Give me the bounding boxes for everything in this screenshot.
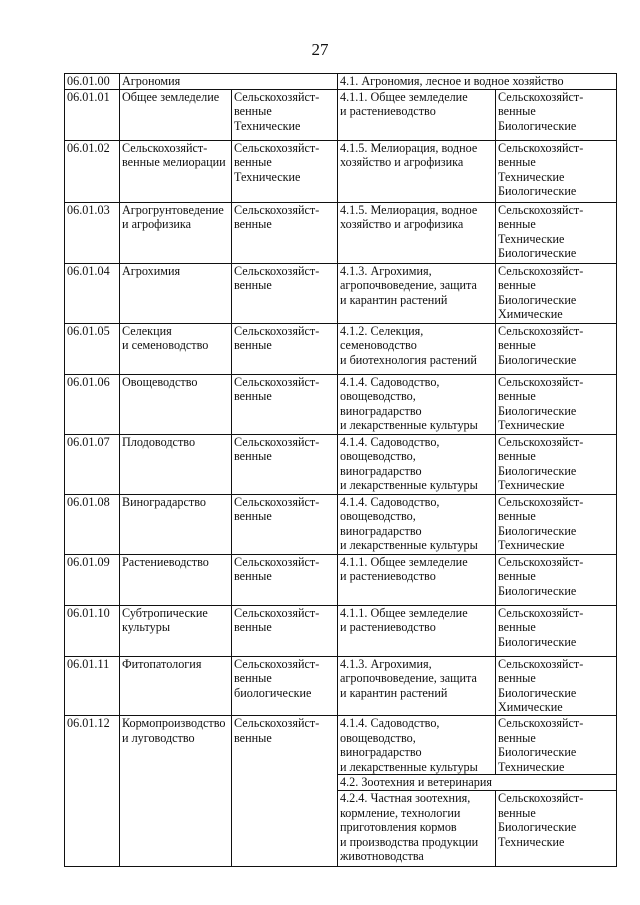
- table-row: [65, 140, 617, 202]
- row-name: Общее земледелие: [120, 89, 232, 140]
- row-code: 06.01.03: [65, 202, 120, 263]
- table-row: [65, 605, 617, 656]
- row-kind: Сельскохозяйст- венные: [232, 202, 338, 263]
- table-row: [65, 89, 617, 140]
- row-name: Плодоводство: [120, 434, 232, 494]
- row-spec: 4.1.4. Садоводство, овощеводство, виноградарство и лекарственные культуры: [338, 434, 496, 494]
- row-name: Селекция и семеноводство: [120, 323, 232, 374]
- row-kind2: Сельскохозяйст- венные Биологические Технические: [496, 434, 617, 494]
- row-kind2: Сельскохозяйст- венные Биологические Технические: [496, 494, 617, 554]
- row-kind2: Сельскохозяйст- венные Технические Биологические: [496, 140, 617, 202]
- row-kind: Сельскохозяйст- венные: [232, 605, 338, 656]
- row-kind: Сельскохозяйст- венные Технические: [232, 89, 338, 140]
- row-kind2: Сельскохозяйст- венные Биологические Технические: [496, 715, 617, 774]
- row-spec: 4.1.1. Общее земледелие и растениеводство: [338, 89, 496, 140]
- row-code: 06.01.11: [65, 656, 120, 715]
- row-name: Овощеводство: [120, 374, 232, 434]
- row-kind2: Сельскохозяйст- венные Биологические Технические: [496, 790, 617, 866]
- table-row: [65, 374, 617, 434]
- row-spec: 4.1.3. Агрохимия, агропочвоведение, защита и карантин растений: [338, 263, 496, 323]
- row-spec: 4.1.3. Агрохимия, агропочвоведение, защита и карантин растений: [338, 656, 496, 715]
- row-code: 06.01.10: [65, 605, 120, 656]
- table-row: [65, 715, 617, 774]
- row-code: 06.01.12: [65, 715, 120, 866]
- row-spec: 4.1.5. Мелиорация, водное хозяйство и агрофизика: [338, 140, 496, 202]
- table-row: [65, 554, 617, 605]
- row-code: 06.01.08: [65, 494, 120, 554]
- row-kind2: Сельскохозяйст- венные Технические Биологические: [496, 202, 617, 263]
- row-spec: 4.1.2. Селекция, семеноводство и биотехнология растений: [338, 323, 496, 374]
- row-name: Фитопатология: [120, 656, 232, 715]
- table-row: [65, 323, 617, 374]
- row-kind2: Сельскохозяйст- венные Биологические: [496, 554, 617, 605]
- row-name: Субтропические культуры: [120, 605, 232, 656]
- row-kind: Сельскохозяйст- венные: [232, 263, 338, 323]
- row-spec: 4.1.1. Общее земледелие и растениеводство: [338, 554, 496, 605]
- row-code: 06.01.01: [65, 89, 120, 140]
- row-kind2: Сельскохозяйст- венные Биологические Химические: [496, 656, 617, 715]
- group-heading: 4.2. Зоотехния и ветеринария: [338, 775, 617, 791]
- row-spec: 4.1.4. Садоводство, овощеводство, виноградарство и лекарственные культуры: [338, 715, 496, 774]
- row-name: Виноградарство: [120, 494, 232, 554]
- row-code: 06.01.04: [65, 263, 120, 323]
- row-code: 06.01.05: [65, 323, 120, 374]
- row-kind2: Сельскохозяйст- венные Биологические Химические: [496, 263, 617, 323]
- row-name: Кормопроизводство и луговодство: [120, 715, 232, 866]
- table-row: [65, 202, 617, 263]
- row-kind: Сельскохозяйст- венные Технические: [232, 140, 338, 202]
- row-kind: Сельскохозяйст- венные: [232, 494, 338, 554]
- header-code: 06.01.00: [65, 74, 120, 90]
- row-code: 06.01.02: [65, 140, 120, 202]
- row-kind2: Сельскохозяйст- венные Биологические: [496, 605, 617, 656]
- row-spec: 4.1.1. Общее земледелие и растениеводство: [338, 605, 496, 656]
- row-spec: 4.1.5. Мелиорация, водное хозяйство и агрофизика: [338, 202, 496, 263]
- table-row: [65, 263, 617, 323]
- row-kind: Сельскохозяйст- венные: [232, 323, 338, 374]
- page-number: 27: [311, 40, 329, 59]
- row-kind2: Сельскохозяйст- венные Биологические: [496, 89, 617, 140]
- row-name: Агрогрунтоведение и агрофизика: [120, 202, 232, 263]
- table-row: [65, 434, 617, 494]
- row-kind: Сельскохозяйст- венные: [232, 554, 338, 605]
- row-code: 06.01.06: [65, 374, 120, 434]
- row-code: 06.01.07: [65, 434, 120, 494]
- row-kind2: Сельскохозяйст- венные Биологические: [496, 323, 617, 374]
- row-spec: 4.1.4. Садоводство, овощеводство, виноградарство и лекарственные культуры: [338, 494, 496, 554]
- row-kind: Сельскохозяйст- венные: [232, 715, 338, 866]
- row-kind: Сельскохозяйст- венные биологические: [232, 656, 338, 715]
- table-header-row: [65, 74, 617, 90]
- header-name: Агрономия: [120, 74, 338, 90]
- header-group: 4.1. Агрономия, лесное и водное хозяйство: [338, 74, 617, 90]
- row-name: Растениеводство: [120, 554, 232, 605]
- row-spec: 4.1.4. Садоводство, овощеводство, виноградарство и лекарственные культуры: [338, 374, 496, 434]
- table-row: [65, 494, 617, 554]
- row-kind: Сельскохозяйст- венные: [232, 374, 338, 434]
- row-spec: 4.2.4. Частная зоотехния, кормление, технологии приготовления кормов и производства продукции животноводства: [338, 790, 496, 866]
- row-kind: Сельскохозяйст- венные: [232, 434, 338, 494]
- row-name: Агрохимия: [120, 263, 232, 323]
- specialty-correspondence-table: [64, 73, 617, 867]
- row-code: 06.01.09: [65, 554, 120, 605]
- table-row: [65, 656, 617, 715]
- row-kind2: Сельскохозяйст- венные Биологические Технические: [496, 374, 617, 434]
- row-name: Сельскохозяйст- венные мелиорации: [120, 140, 232, 202]
